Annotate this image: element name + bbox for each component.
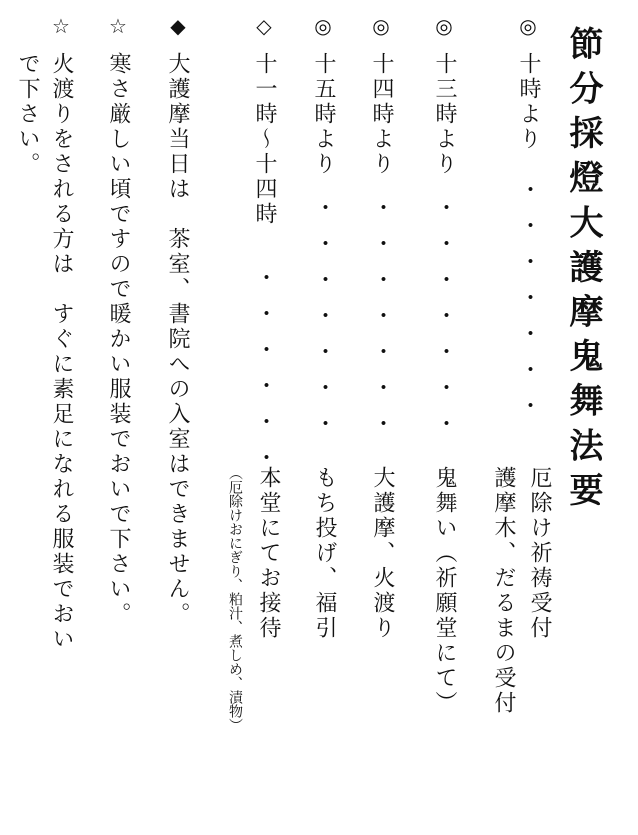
- schedule-time-4: 十五時より: [311, 52, 336, 177]
- note-marker-1: ◆: [166, 14, 190, 38]
- schedule-marker-5: ◇: [252, 14, 276, 38]
- schedule-dots-3: ・・・・・・・: [369, 196, 394, 448]
- schedule-item-2: 鬼舞い（祈願堂にて）: [432, 466, 457, 716]
- note-3-line-2: で下さい。: [15, 52, 40, 177]
- schedule-marker-3: ◎: [369, 14, 393, 38]
- schedule-dots-5: ・・・・・・: [252, 266, 277, 482]
- note-3-line-1: 火渡りをされる方は すぐに素足になれる服装でおい: [49, 52, 74, 652]
- schedule-time-1: 十時より: [516, 52, 541, 152]
- schedule-time-2: 十三時より: [432, 52, 457, 177]
- schedule-time-5: 十一時〜十四時: [252, 52, 277, 227]
- schedule-marker-2: ◎: [432, 14, 456, 38]
- schedule-item-5: 本堂にてお接待: [256, 466, 281, 641]
- schedule-item-1a: 厄除け祈祷受付: [527, 466, 552, 641]
- schedule-item-1b: 護摩木、だるまの受付: [491, 466, 516, 716]
- schedule-item-3: 大護摩、火渡り: [370, 466, 395, 641]
- note-marker-2: ☆: [106, 14, 130, 38]
- note-1-line: 大護摩当日は 茶室、書院への入室はできません。: [165, 52, 190, 627]
- note-2-line: 寒さ厳しい頃ですので暖かい服装でおいで下さい。: [106, 52, 131, 627]
- schedule-time-3: 十四時より: [369, 52, 394, 177]
- schedule-item-4: もち投げ、福引: [312, 466, 337, 641]
- schedule-item-5-note: （厄除けおにぎり、粕汁、煮しめ、漬物）: [227, 466, 243, 732]
- schedule-dots-4: ・・・・・・・: [311, 196, 336, 448]
- note-marker-3: ☆: [49, 14, 73, 38]
- schedule-dots-2: ・・・・・・・: [432, 196, 457, 448]
- schedule-marker-4: ◎: [311, 14, 335, 38]
- schedule-marker-1: ◎: [516, 14, 540, 38]
- schedule-dots-1: ・・・・・・・: [516, 178, 541, 430]
- page-title: 節分採燈大護摩鬼舞法要: [563, 26, 603, 517]
